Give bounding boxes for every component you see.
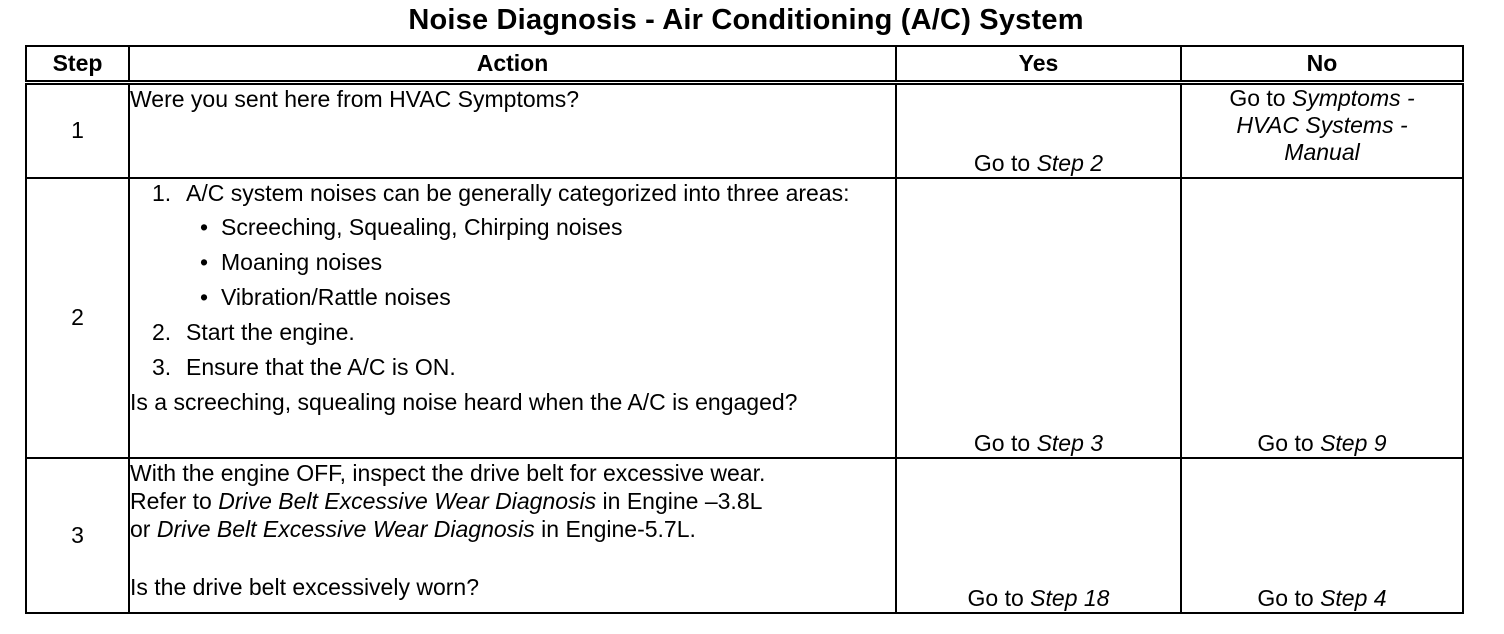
list-item-text: Ensure that the A/C is ON. xyxy=(186,353,456,380)
action-question: Is the drive belt excessively worn? xyxy=(130,573,479,600)
yes-step-link[interactable]: Step 3 xyxy=(1036,429,1104,456)
table-row xyxy=(26,83,1463,178)
no-cell xyxy=(1181,178,1463,458)
action-text: Refer to xyxy=(130,487,219,514)
yes-step-link[interactable]: Step 18 xyxy=(1030,584,1110,611)
no-cell xyxy=(1181,458,1463,613)
action-steps-list xyxy=(130,179,895,381)
yes-cell xyxy=(896,458,1181,613)
header-step: Step xyxy=(26,46,129,83)
list-item xyxy=(152,179,895,311)
action-line xyxy=(130,515,895,543)
action-line xyxy=(130,487,895,515)
no-ref-line1[interactable]: Symptoms - xyxy=(1291,85,1415,111)
list-item-text: Start the engine. xyxy=(186,318,355,345)
action-cell xyxy=(129,458,896,613)
list-item xyxy=(152,318,895,346)
no-prefix: Go to xyxy=(1257,429,1321,456)
header-action: Action xyxy=(129,46,896,83)
action-question: Is a screeching, squealing noise heard when the A/C is engaged? xyxy=(130,388,798,415)
bullet-item: • Screeching, Squealing, Chirping noises xyxy=(200,213,895,241)
no-step-link[interactable]: Step 4 xyxy=(1320,584,1387,611)
action-text: in Engine –3.8L xyxy=(596,487,763,514)
header-no: No xyxy=(1181,46,1463,83)
list-item-number: 3. xyxy=(152,353,172,380)
action-question: Were you sent here from HVAC Symptoms? xyxy=(130,86,580,112)
list-item-text: A/C system noises can be generally categorized into three areas: xyxy=(186,179,850,206)
no-prefix: Go to xyxy=(1257,584,1321,611)
table-row xyxy=(26,458,1463,613)
yes-cell xyxy=(896,83,1181,178)
header-yes: Yes xyxy=(896,46,1181,83)
no-prefix: Go to xyxy=(1229,85,1292,111)
page-title: Noise Diagnosis - Air Conditioning (A/C) System xyxy=(408,4,1084,36)
yes-step-link[interactable]: Step 2 xyxy=(1036,149,1104,176)
table-header-row xyxy=(26,46,1463,83)
action-text: or xyxy=(130,515,157,542)
list-item xyxy=(152,353,895,381)
list-item-number: 1. xyxy=(152,179,172,206)
reference-link[interactable]: Drive Belt Excessive Wear Diagnosis xyxy=(156,515,535,542)
yes-prefix: Go to xyxy=(967,584,1031,611)
diagnosis-table xyxy=(25,45,1464,614)
reference-link[interactable]: Drive Belt Excessive Wear Diagnosis xyxy=(218,487,597,514)
yes-prefix: Go to xyxy=(973,429,1037,456)
bullet-item: • Vibration/Rattle noises xyxy=(200,283,895,311)
step-number: 1 xyxy=(26,83,129,178)
list-item-number: 2. xyxy=(152,318,172,345)
no-ref-line3[interactable]: Manual xyxy=(1284,139,1360,165)
action-cell xyxy=(129,178,896,458)
noise-categories-list xyxy=(186,213,895,311)
no-cell xyxy=(1181,83,1463,178)
no-ref-line2[interactable]: HVAC Systems - xyxy=(1236,112,1408,138)
step-number: 3 xyxy=(26,458,129,613)
action-text: in Engine-5.7L. xyxy=(534,515,696,542)
bullet-item: • Moaning noises xyxy=(200,248,895,276)
no-step-link[interactable]: Step 9 xyxy=(1320,429,1387,456)
action-line: With the engine OFF, inspect the drive belt for excessive wear. xyxy=(130,459,766,486)
step-number: 2 xyxy=(26,178,129,458)
yes-cell xyxy=(896,178,1181,458)
table-row xyxy=(26,178,1463,458)
action-cell xyxy=(129,83,896,178)
yes-prefix: Go to xyxy=(973,149,1037,176)
